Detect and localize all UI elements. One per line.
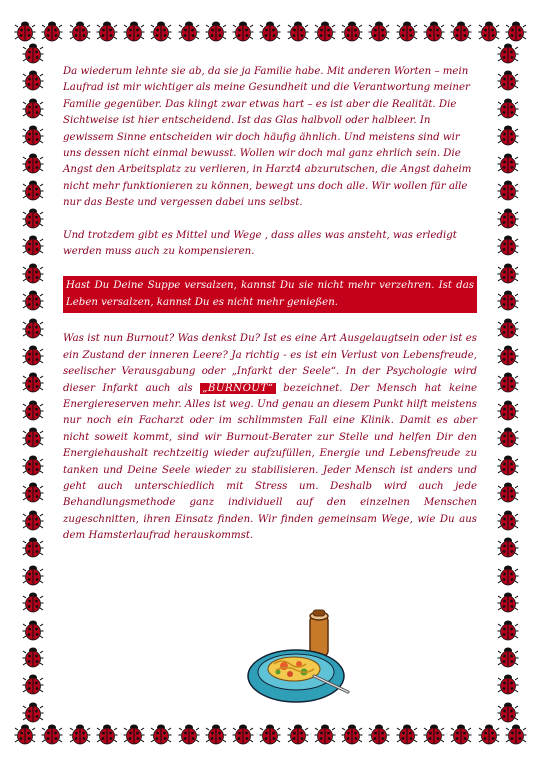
ladybug-icon [497, 646, 519, 668]
ladybug-icon [341, 20, 363, 42]
ladybug-border-top [14, 20, 527, 42]
paragraph-burnout [63, 331, 477, 544]
ladybug-icon [96, 723, 118, 745]
ladybug-icon [22, 481, 44, 503]
ladybug-icon [22, 564, 44, 586]
ladybug-icon [123, 20, 145, 42]
ladybug-icon [69, 723, 91, 745]
ladybug-icon [22, 701, 44, 723]
ladybug-icon [22, 179, 44, 201]
ladybug-icon [22, 509, 44, 531]
ladybug-icon [368, 20, 390, 42]
ladybug-icon [205, 20, 227, 42]
ladybug-icon [41, 20, 63, 42]
ladybug-icon [497, 42, 519, 64]
paragraph-compensation: Und trotzdem gibt es Mittel und Wege , dass alles was ansteht, was erledigt werden muss auch zu kompensieren. [63, 229, 457, 258]
ladybug-icon [497, 152, 519, 174]
ladybug-icon [505, 723, 527, 745]
ladybug-icon [22, 426, 44, 448]
ladybug-icon [423, 20, 445, 42]
ladybug-icon [22, 207, 44, 229]
ladybug-icon [478, 723, 500, 745]
ladybug-icon [497, 481, 519, 503]
ladybug-icon [22, 399, 44, 421]
ladybug-icon [259, 20, 281, 42]
ladybug-icon [497, 317, 519, 339]
ladybug-icon [22, 344, 44, 366]
ladybug-icon [22, 454, 44, 476]
ladybug-icon [450, 723, 472, 745]
ladybug-icon [497, 701, 519, 723]
ladybug-icon [497, 262, 519, 284]
ladybug-icon [22, 591, 44, 613]
soup-bowl-with-salt-shaker-icon [244, 606, 364, 706]
ladybug-icon [497, 289, 519, 311]
ladybug-icon [150, 723, 172, 745]
ladybug-icon [450, 20, 472, 42]
ladybug-icon [314, 723, 336, 745]
ladybug-icon [232, 723, 254, 745]
ladybug-icon [123, 723, 145, 745]
ladybug-icon [287, 723, 309, 745]
ladybug-icon [150, 20, 172, 42]
ladybug-border-left [22, 42, 44, 723]
ladybug-icon [396, 20, 418, 42]
ladybug-icon [341, 723, 363, 745]
ladybug-icon [69, 20, 91, 42]
ladybug-icon [423, 723, 445, 745]
ladybug-icon [41, 723, 63, 745]
ladybug-icon [232, 20, 254, 42]
ladybug-icon [497, 179, 519, 201]
ladybug-icon [259, 723, 281, 745]
ladybug-icon [497, 207, 519, 229]
burnout-highlight: „BURNOUT“ [202, 382, 274, 394]
ladybug-icon [178, 20, 200, 42]
ladybug-icon [287, 20, 309, 42]
ladybug-icon [396, 723, 418, 745]
ladybug-icon [497, 69, 519, 91]
ladybug-icon [96, 20, 118, 42]
ladybug-icon [497, 536, 519, 558]
ladybug-icon [497, 344, 519, 366]
ladybug-icon [22, 69, 44, 91]
ladybug-icon [22, 619, 44, 641]
ladybug-icon [178, 723, 200, 745]
document-body [63, 64, 477, 561]
ladybug-icon [497, 371, 519, 393]
paragraph-burnout-end: bezeichnet. Der Mensch hat keine Energiereserven mehr. Alles ist weg. Und genau an diesem Punkt hilft meistens nur noch ein Facharzt oder im schlimmsten Fall eine Klinik. Damit es aber nicht soweit kommt, sind wir Burnout-Berater zur Stelle und helfen Dir den Energiehaushalt rechtzeitig wieder aufzufüllen, Energie und Lebensfreude zu tanken und Deine Seele wieder zu stabilisieren. Jeder Mensch ist anders und geht auch unterschiedlich mit Stress um. Deshalb wird auch jede Behandlungsmethode ganz individuell auf den einzelnen Menschen zugeschnitten, ihren Einsatz finden. Wir finden gemeinsam Wege, wie Du aus dem Hamsterlaufrad herauskommst. [63, 382, 477, 542]
ladybug-icon [497, 619, 519, 641]
ladybug-icon [497, 234, 519, 256]
ladybug-icon [368, 723, 390, 745]
ladybug-icon [478, 20, 500, 42]
ladybug-icon [22, 317, 44, 339]
ladybug-icon [22, 646, 44, 668]
ladybug-icon [22, 371, 44, 393]
ladybug-icon [22, 97, 44, 119]
ladybug-icon [22, 536, 44, 558]
paragraph-intro: Da wiederum lehnte sie ab, da sie ja Familie habe. Mit anderen Worten – mein Laufrad ist mir wichtiger als meine Gesundheit und die Verantwortung meiner Familie gegenüber. Das klingt zwar etwas hart – es ist aber die Realität. Die Sichtweise ist hier entscheidend. Ist das Glas halbvoll oder halbleer. In gewissem Sinne entscheiden wir doch häufig ähnlich. Und meistens sind wir uns dessen nicht einmal bewusst. Wollen wir doch mal ganz ehrlich sein. Die Angst den Arbeitsplatz zu verlieren, in Harzt4 abzurutschen, die Angst daheim nicht mehr funktionieren zu können, bewegt uns doch alle. Wir wollen für alle nur das Beste und vergessen dabei uns selbst. [63, 66, 472, 209]
ladybug-icon [497, 509, 519, 531]
ladybug-icon [497, 564, 519, 586]
ladybug-icon [497, 673, 519, 695]
ladybug-border-bottom [14, 723, 527, 745]
ladybug-icon [314, 20, 336, 42]
ladybug-icon [22, 234, 44, 256]
ladybug-icon [497, 591, 519, 613]
ladybug-icon [497, 399, 519, 421]
ladybug-icon [22, 262, 44, 284]
ladybug-icon [22, 42, 44, 64]
ladybug-icon [497, 124, 519, 146]
ladybug-icon [505, 20, 527, 42]
ladybug-icon [22, 673, 44, 695]
paragraph-burnout-start: Was ist nun Burnout? Was denkst Du? Ist es eine Art Ausgelaugtsein oder ist es ein Zustand der inneren Leere? Ja richtig - es ist ein Verlust von Lebensfreude, seelischer Verausgabung oder „Infarkt der Seele“. In der Psychologie wird dieser Infarkt auch als [63, 333, 477, 394]
ladybug-icon [22, 289, 44, 311]
ladybug-border-right [497, 42, 519, 723]
ladybug-icon [22, 124, 44, 146]
ladybug-icon [14, 723, 36, 745]
ladybug-icon [14, 20, 36, 42]
ladybug-icon [497, 426, 519, 448]
ladybug-icon [497, 97, 519, 119]
highlighted-quote: Hast Du Deine Suppe versalzen, kannst Du sie nicht mehr verzehren. Ist das Leben versalzen, kannst Du es nicht mehr genießen. [63, 276, 477, 313]
ladybug-icon [205, 723, 227, 745]
ladybug-icon [497, 454, 519, 476]
ladybug-icon [22, 152, 44, 174]
